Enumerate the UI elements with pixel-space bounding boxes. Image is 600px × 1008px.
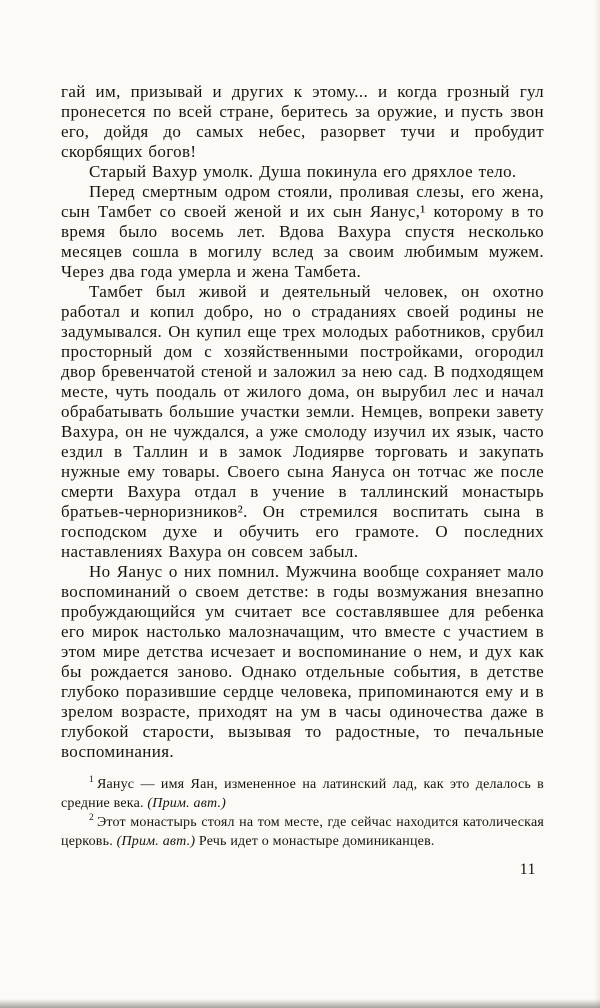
footnote-text: Яанус — имя Яан, измененное на латинский лад, как это делалось в средние века. <box>61 777 544 811</box>
page-number: 11 <box>519 861 536 878</box>
footnote-text: Речь идет о монастыре доминиканцев. <box>195 834 435 849</box>
main-text <box>61 82 544 762</box>
paragraph: Тамбет был живой и деятельный человек, он охотно работал и копил добро, но о страданиях своей родины не задумывался. Он купил еще трех молодых работников, срубил просторный дом с хозяйственными постройками, огородил двор бревенчатой стеной и заложил за нею сад. В подходящем месте, чуть поодаль от жилого дома, он вырубил лес и начал обрабатывать большие участки земли. Немцев, вопреки завету Вахура, он не чуждался, а уже смолоду изучил их язык, часто ездил в Таллин и в замок Лодиярве торговать и закупать нужные ему товары. Своего сына Яануса он тотчас же после смерти Вахура отдал в учение в таллинский монастырь братьев-черноризников². Он стремился воспитать сына в господском духе и обучить его грамоте. О последних наставлениях Вахура он совсем забыл. <box>61 282 544 561</box>
paragraph: гай им, призывай и других к этому... и когда грозный гул пронесется по всей стране, беритесь за оружие, и пусть звон его, дойдя до самых небес, разорвет тучи и пробудит скорбящих богов! <box>61 82 544 161</box>
paragraph: Старый Вахур умолк. Душа покинула его дряхлое тело. <box>89 162 517 181</box>
footnotes-block <box>61 775 544 851</box>
footnote-marker: 1 <box>89 775 94 786</box>
paragraph: Перед смертным одром стояли, проливая слезы, его жена, сын Тамбет со своей женой и их сын Яанус,¹ которому в то время было восемь лет. Вдова Вахура спустя несколько месяцев сошла в могилу вслед за своим любимым мужем. Через два года умерла и жена Тамбета. <box>61 182 544 281</box>
footnote-author-note: (Прим. авт.) <box>116 834 196 849</box>
footnote <box>61 813 544 851</box>
footnote-author-note: (Прим. авт.) <box>147 796 227 811</box>
footnote-marker: 2 <box>89 813 94 824</box>
footnote-text: Этот монастырь стоял на том месте, где сейчас находится католическая церковь. <box>61 815 544 849</box>
paragraph: Но Яанус о них помнил. Мужчина вообще сохраняет мало воспоминаний о своем детстве: в годы возмужания внезапно пробуждающийся ум считает все составлявшее для ребенка его мирок настолько малозначащим, что вместе с участием в этом мире детства исчезает и воспоминание о нем, и дух как бы рождается заново. Однако отдельные события, в детстве глубоко поразившие сердце человека, припоминаются ему и в зрелом возрасте, приходят на ум в часы одиночества даже в глубокой старости, вызывая то радостные, то печальные воспоминания. <box>61 562 544 761</box>
footnote <box>61 775 544 813</box>
